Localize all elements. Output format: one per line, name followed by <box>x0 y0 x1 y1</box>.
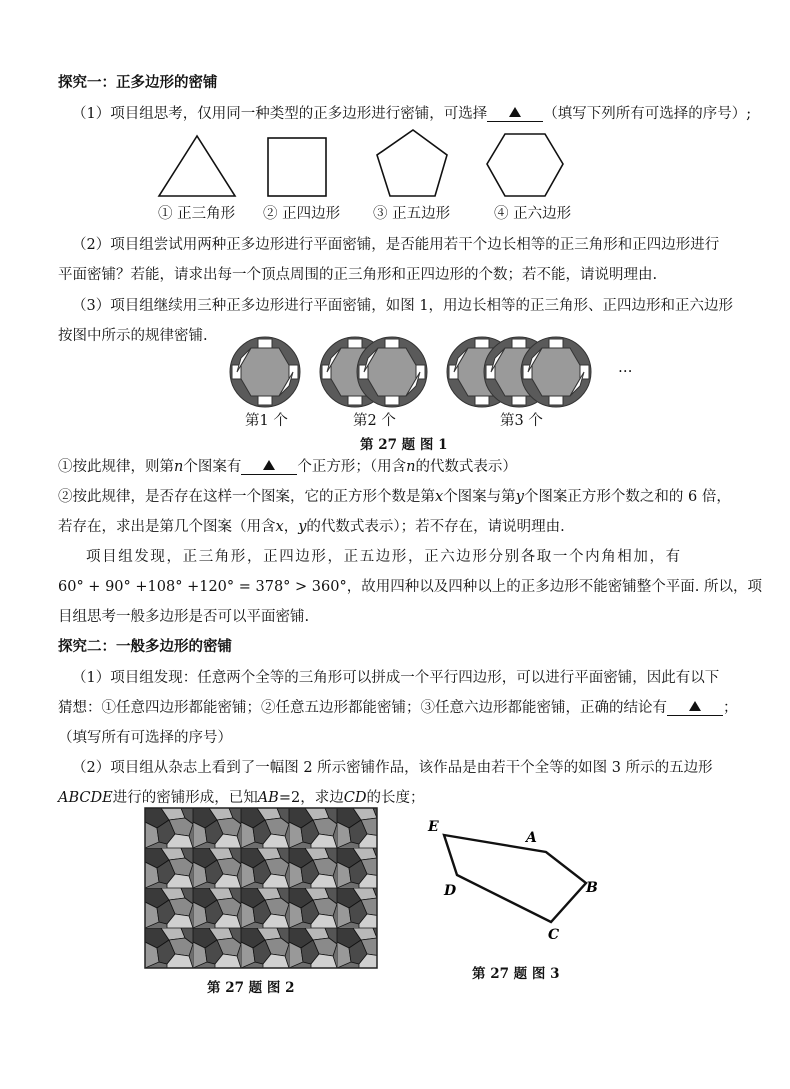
sub2-text-f: 的代数式表示）；若不存在，请说明理由. <box>306 519 565 535</box>
sub1-line <box>58 458 517 477</box>
fig2-caption: 第 27 题 图 2 <box>207 980 295 996</box>
p2-q1-line1: （1）项目组发现：任意两个全等的三角形可以拼成一个平行四边形，可以进行平面密铺，因此有以下 <box>72 670 720 686</box>
answer-blank[interactable] <box>487 103 543 122</box>
p2-q2-line1: （2）项目组从杂志上看到了一幅图 2 所示密铺作品，该作品是由若干个全等的如图 3 所示的五边形 <box>72 760 713 776</box>
var-x: x <box>435 489 444 505</box>
observation-line3: 目组思考一般多边形是否可以平面密铺. <box>58 609 310 625</box>
var-y: y <box>515 489 524 505</box>
shape-label-4: ④ 正六边形 <box>494 206 572 222</box>
sub1-text-c: 个正方形；（用含 <box>297 459 407 475</box>
q2-line1: （2）项目组尝试用两种正多边形进行平面密铺，是否能用若干个边长相等的正三角形和正四边形进行 <box>72 237 720 253</box>
pattern-2-unit-2 <box>357 337 427 407</box>
figure3-pentagon <box>420 815 620 945</box>
sub2-line1 <box>58 488 731 506</box>
shape-label-3: ③ 正五边形 <box>373 206 451 222</box>
pentagon-shape <box>377 130 447 196</box>
triangle-marker-icon <box>689 701 701 711</box>
sub2-text-e: ， <box>283 519 299 535</box>
shape-label-2: ② 正四边形 <box>263 206 341 222</box>
sub1-text-b: 个图案有 <box>183 459 242 475</box>
shape-label-1: ① 正三角形 <box>158 206 236 222</box>
fig1-label-3: 第3 个 <box>500 413 543 429</box>
pattern-1-unit <box>230 337 300 407</box>
vertex-label-b: B <box>586 880 598 896</box>
p2-q2-text-a: 进行的密铺形成，已知 <box>112 790 258 806</box>
figure1 <box>0 338 600 408</box>
sub2-line2 <box>58 518 565 536</box>
var-n: n <box>406 459 416 475</box>
vertex-label-a: A <box>526 830 537 846</box>
pentagon-abcde <box>444 835 586 922</box>
var-x: x <box>275 519 284 535</box>
p2-q1-line3: （填写所有可选择的序号） <box>58 730 232 746</box>
var-y: y <box>298 519 307 535</box>
figure2-tiling <box>145 808 377 968</box>
fig1-caption: 第 27 题 图 1 <box>360 437 448 453</box>
sub2-text-c: 个图案正方形个数之和的 6 倍， <box>523 489 731 505</box>
p2-q2-line2 <box>58 789 424 807</box>
p2-q2-text-c: 的长度； <box>366 790 425 806</box>
triangle-shape <box>159 136 235 196</box>
sub2-text-d: 若存在，求出是第几个图案（用含 <box>58 519 276 535</box>
observation-line2 <box>58 578 762 596</box>
segment-cd: CD <box>343 790 367 806</box>
q1-text <box>72 105 751 124</box>
q2-line2: 平面密铺？若能，请求出每一个顶点周围的正三角形和正四边形的个数；若不能，请说明理由. <box>58 267 658 283</box>
sub2-text-b: 个图案与第 <box>443 489 516 505</box>
sub1-text-d: 的代数式表示） <box>415 459 517 475</box>
fig1-label-2: 第2 个 <box>353 413 396 429</box>
answer-blank[interactable] <box>667 697 723 716</box>
q1-text-after: （填写下列所有可选择的序号）; <box>543 106 752 122</box>
polygon-name: ABCDE <box>58 790 113 806</box>
p2-q1-text: 猜想：①任意四边形都能密铺；②任意五边形都能密铺；③任意六边形都能密铺，正确的结论有 <box>58 700 667 716</box>
vertex-label-e: E <box>428 819 439 835</box>
square-shape <box>268 138 326 196</box>
answer-blank[interactable] <box>241 456 297 475</box>
segment-ab: AB <box>257 790 279 806</box>
hexagon-shape <box>487 134 563 196</box>
section2-heading: 探究二：一般多边形的密铺 <box>58 638 232 655</box>
q1-text-before: （1）项目组思考，仅用同一种类型的正多边形进行密铺，可选择 <box>72 106 488 122</box>
fig3-caption: 第 27 题 图 3 <box>472 966 560 982</box>
p2-q2-text-b: =2，求边 <box>278 790 344 806</box>
p2-q1-line2 <box>58 699 738 718</box>
p2-q1-end: ； <box>723 700 738 716</box>
sub1-text-a: ①按此规律，则第 <box>58 459 174 475</box>
observation-text: ，故用四种以及四种以上的正多边形不能密铺整个平面. 所以，项 <box>346 579 762 595</box>
triangle-marker-icon <box>263 460 275 470</box>
triangle-marker-icon <box>509 107 521 117</box>
vertex-label-c: C <box>548 927 560 943</box>
var-n: n <box>174 459 184 475</box>
section1-heading: 探究一：正多边形的密铺 <box>58 74 218 91</box>
pattern-3-unit-3 <box>521 337 591 407</box>
q3-line2: 按图中所示的规律密铺. <box>58 328 208 344</box>
q3-line1: （3）项目组继续用三种正多边形进行平面密铺，如图 1，用边长相等的正三角形、正四边形和正六边形 <box>72 298 734 314</box>
angle-sum-formula: 60° + 90° +108° +120° = 378° > 360° <box>58 579 347 595</box>
observation-line1: 项目组发现，正三角形，正四边形，正五边形，正六边形分别各取一个内角相加，有 <box>86 549 682 565</box>
vertex-label-d: D <box>444 883 457 899</box>
fig1-label-1: 第1 个 <box>245 413 288 429</box>
fig1-ellipsis: … <box>618 360 633 376</box>
sub2-text-a: ②按此规律，是否存在这样一个图案，它的正方形个数是第 <box>58 489 435 505</box>
